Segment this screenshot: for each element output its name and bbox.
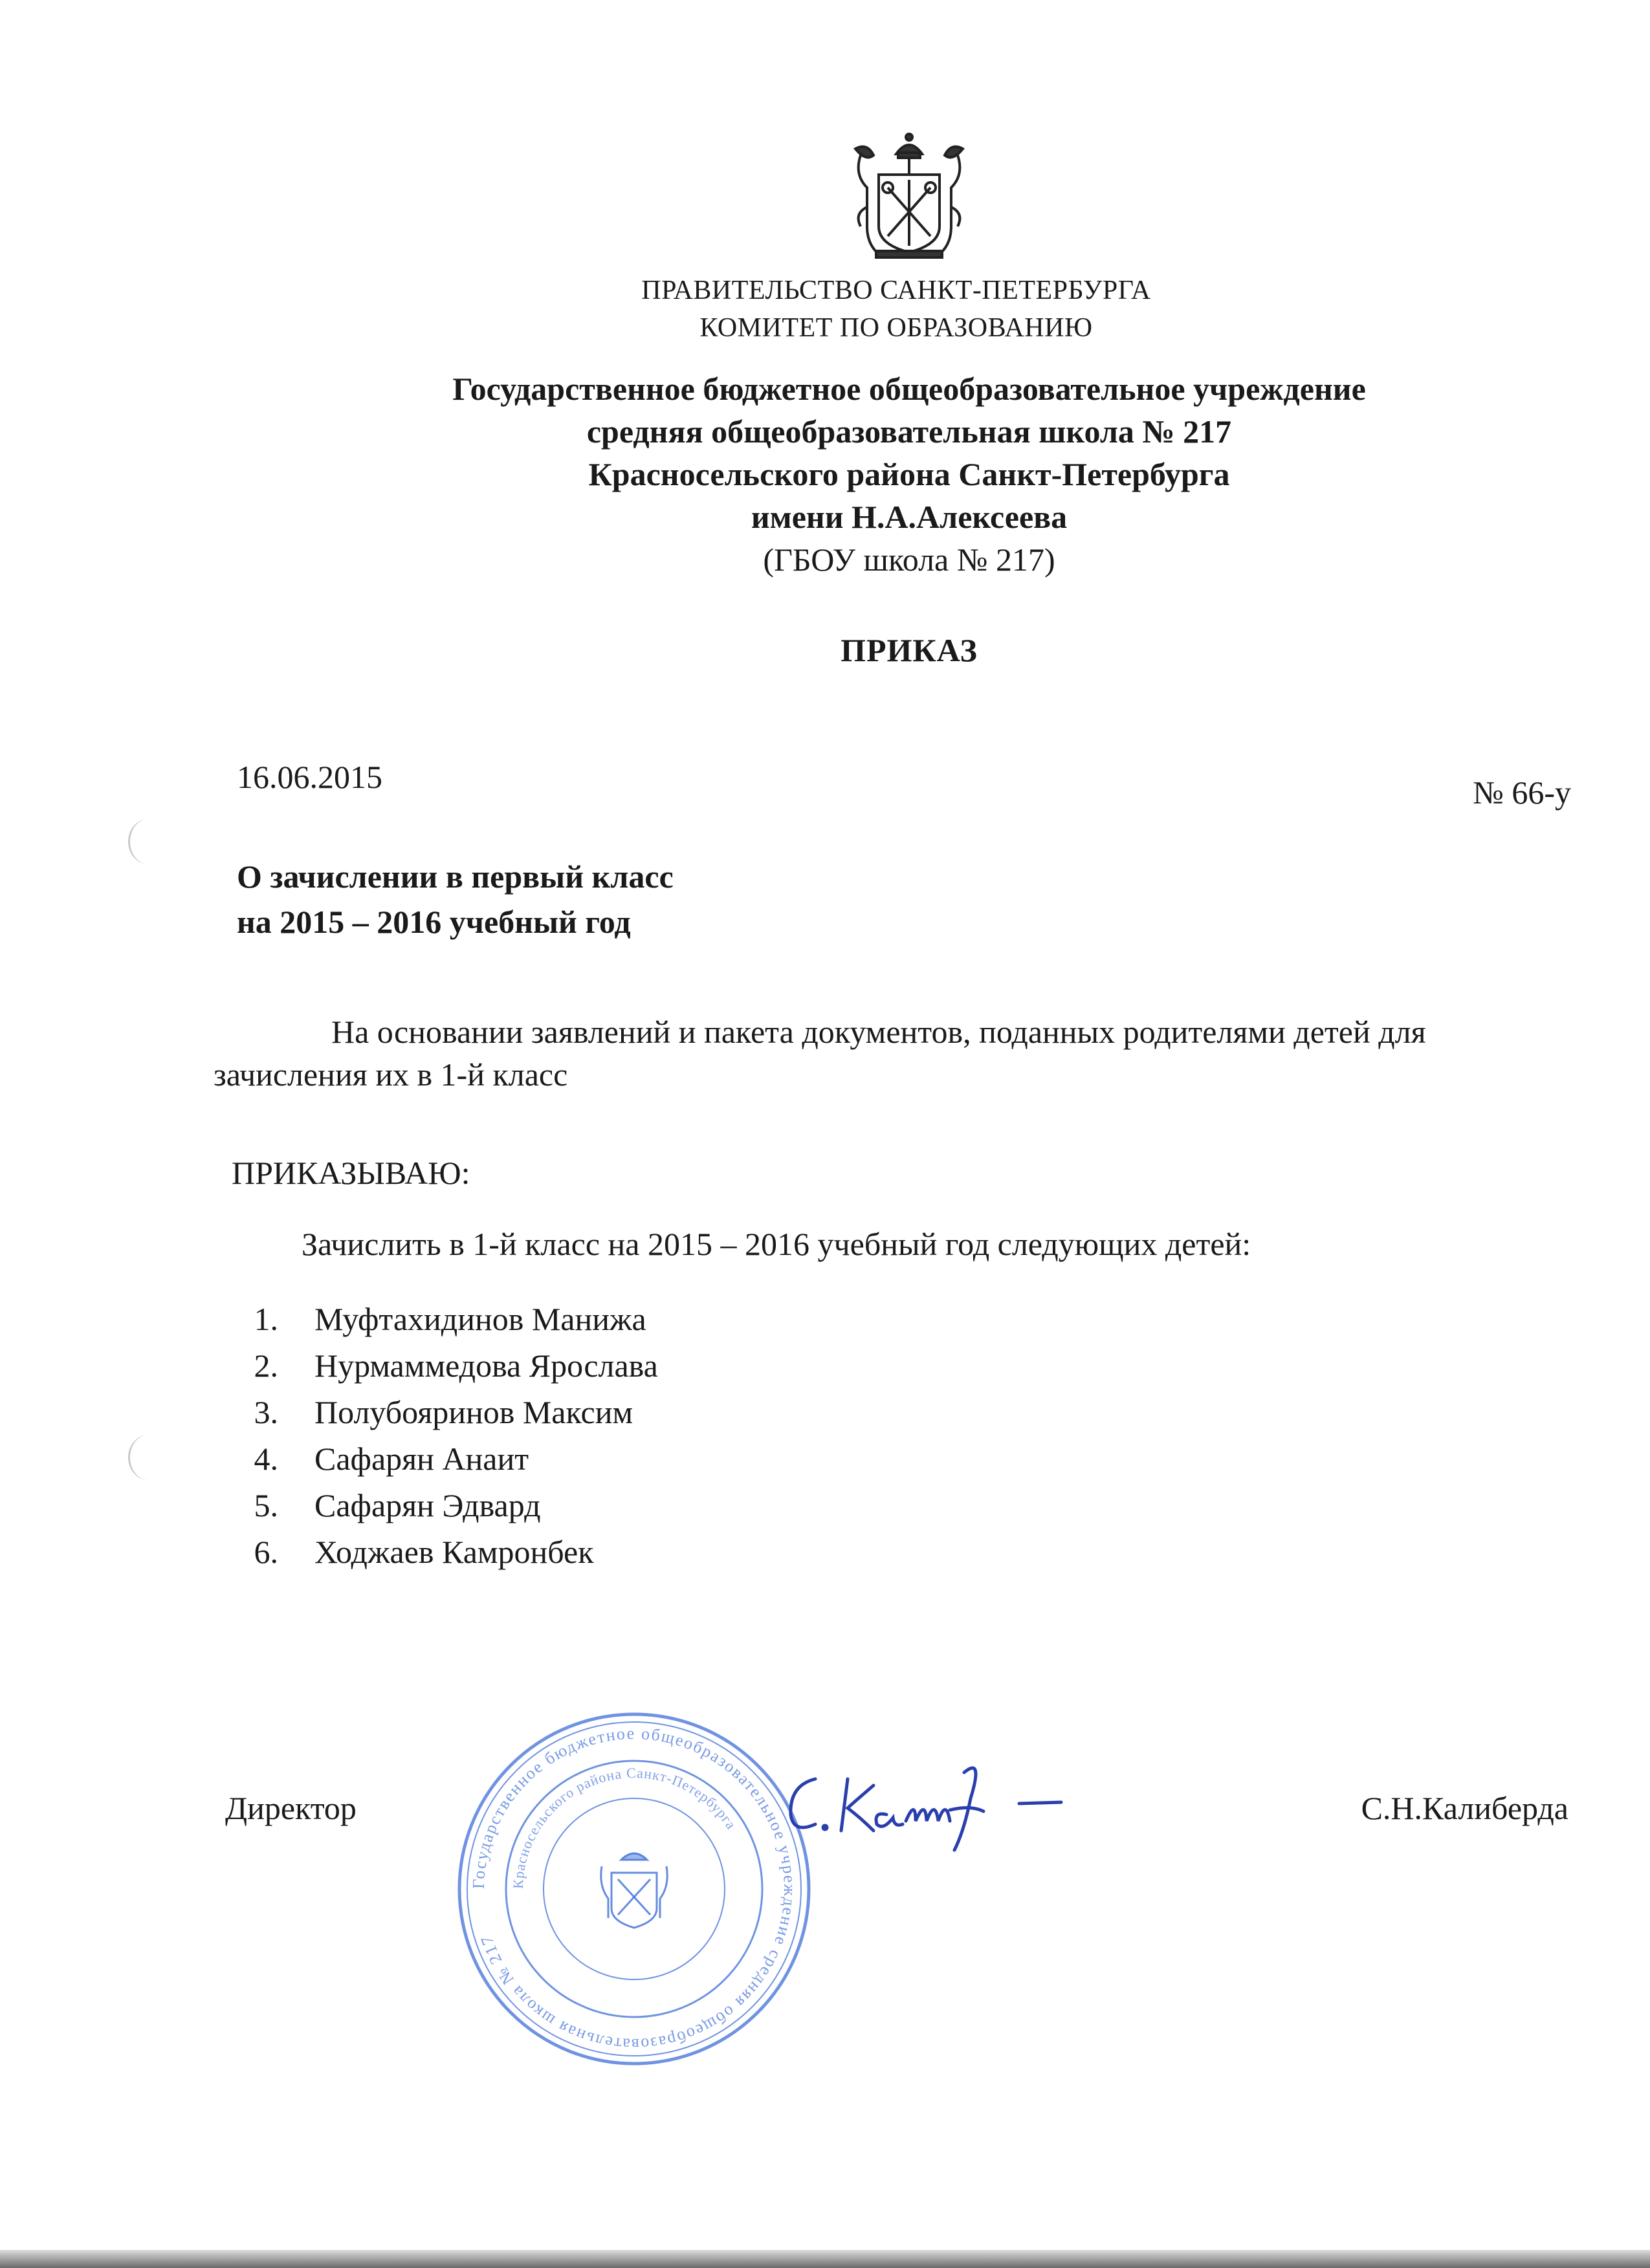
school-name-line-2: средняя общеобразовательная школа № 217 — [586, 413, 1232, 450]
director-name: С.Н.Калиберда — [1361, 1790, 1568, 1826]
order-word: ПРИКАЗЫВАЮ: — [232, 1155, 470, 1191]
school-name-line-4: имени Н.А.Алексеева — [751, 499, 1068, 535]
subject-line-1: О зачислении в первый класс — [237, 858, 674, 895]
list-item: Муфтахидинов Манижа — [314, 1301, 646, 1337]
school-name-line-3: Красносельского района Санкт-Петербурга — [588, 456, 1230, 492]
list-item: Сафарян Эдвард — [314, 1487, 541, 1523]
svg-text:Красносельского района Санкт-П: Красносельского района Санкт-Петербурга — [509, 1764, 740, 1890]
school-name-line-1: Государственное бюджетное общеобразовательное учреждение — [452, 371, 1366, 407]
signature-icon — [776, 1760, 1100, 1857]
seal-stamp-icon — [453, 1708, 815, 2070]
government-name: ПРАВИТЕЛЬСТВО САНКТ-ПЕТЕРБУРГА — [641, 276, 1151, 305]
list-item: Сафарян Анаит — [314, 1441, 529, 1477]
list-item-number: 5. — [254, 1487, 278, 1523]
handwritten-signature — [776, 1760, 1100, 1857]
list-item-number: 2. — [254, 1347, 278, 1384]
coat-of-arms-icon — [848, 129, 971, 265]
punch-hole-mark — [128, 819, 169, 864]
enroll-text: Зачислить в 1-й класс на 2015 – 2016 учебный год следующих детей: — [302, 1226, 1251, 1262]
official-seal — [453, 1708, 815, 2070]
list-item: Нурмаммедова Ярослава — [314, 1347, 658, 1384]
punch-hole-mark — [128, 1435, 169, 1480]
order-title: ПРИКАЗ — [841, 632, 978, 668]
school-abbreviation: (ГБОУ школа № 217) — [763, 541, 1055, 578]
list-item-number: 3. — [254, 1394, 278, 1430]
subject-line-2: на 2015 – 2016 учебный год — [237, 904, 631, 940]
list-item-number: 4. — [254, 1441, 278, 1477]
order-date: 16.06.2015 — [237, 759, 382, 795]
basis-text-line-1: На основании заявлений и пакета документов, поданных родителями детей для — [331, 1014, 1426, 1050]
director-position: Директор — [225, 1790, 357, 1826]
basis-text-line-2: зачисления их в 1-й класс — [214, 1056, 568, 1093]
scan-bottom-edge — [0, 2250, 1650, 2268]
committee-name: КОМИТЕТ ПО ОБРАЗОВАНИЮ — [699, 313, 1093, 343]
svg-text:Государственное бюджетное обще: Государственное бюджетное общеобразовательное учреждение средняя общеобразовательная школа № 217 — [468, 1723, 800, 2055]
list-item: Полубояринов Максим — [314, 1394, 633, 1430]
list-item: Ходжаев Камронбек — [314, 1534, 594, 1570]
emblem-coat-of-arms — [848, 129, 971, 265]
list-item-number: 6. — [254, 1534, 278, 1570]
list-item-number: 1. — [254, 1301, 278, 1337]
order-number: № 66-у — [1473, 774, 1571, 811]
